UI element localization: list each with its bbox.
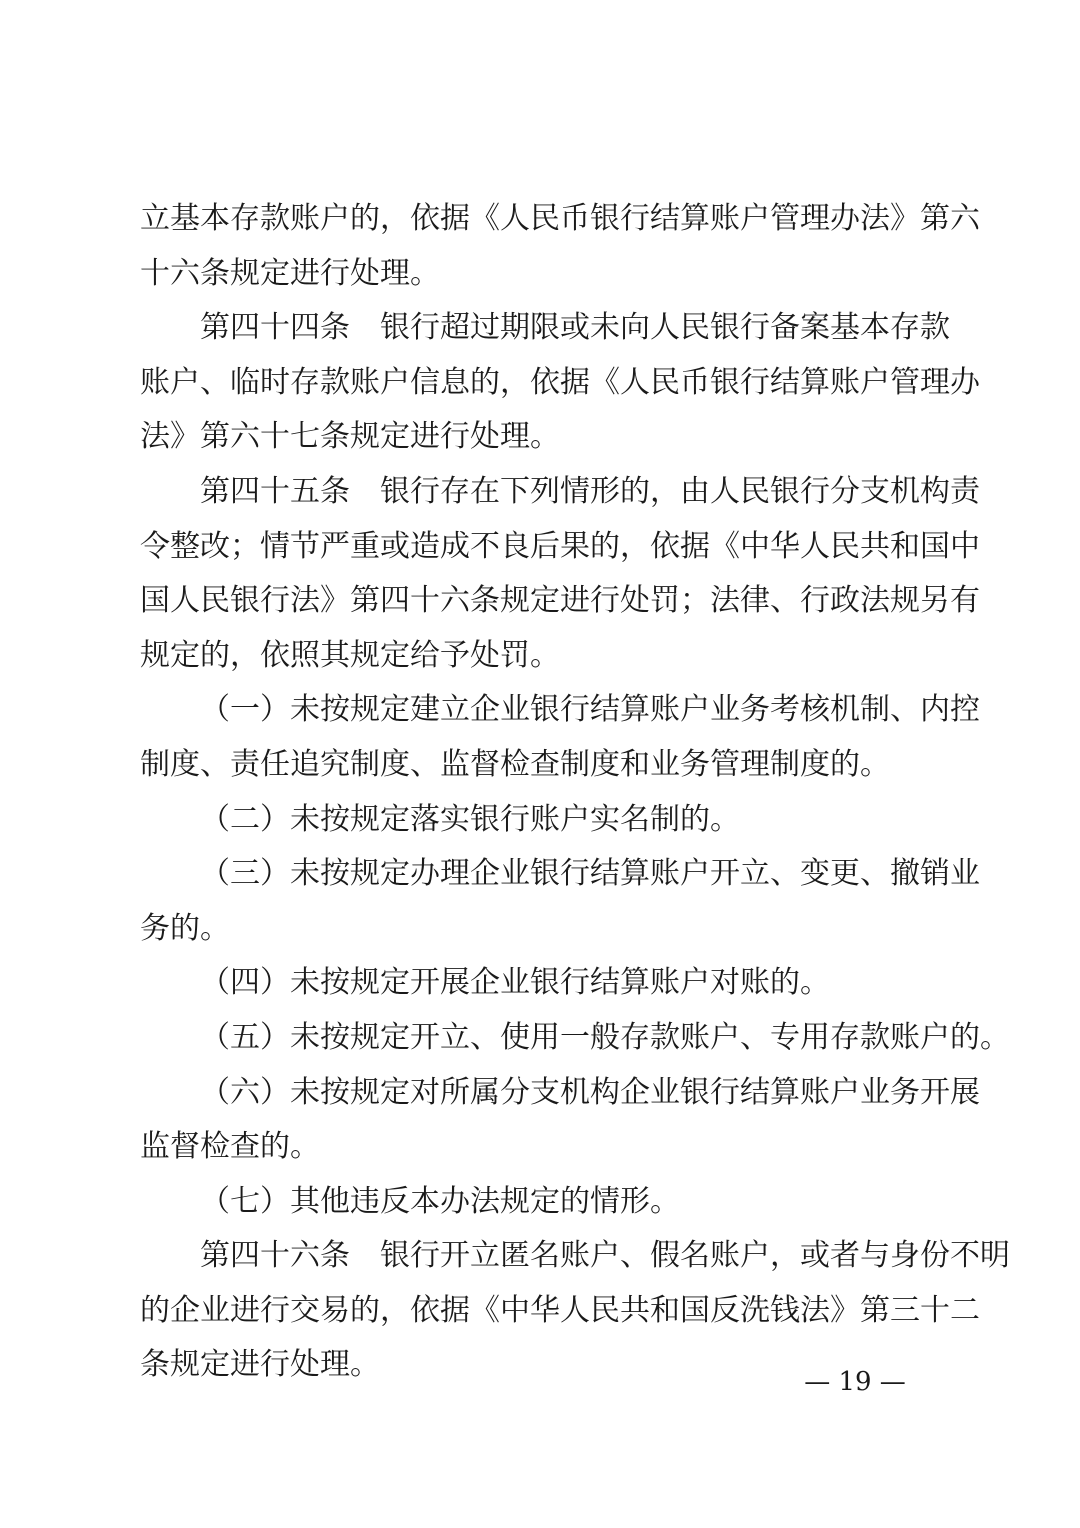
text-line: 令整改；情节严重或造成不良后果的，依据《中华人民共和国中 [140,528,980,564]
text-line: （二）未按规定落实银行账户实名制的。 [200,801,740,837]
text-line: 立基本存款账户的，依据《人民币银行结算账户管理办法》第六 [140,201,980,236]
text-line: （七）其他违反本办法规定的情形。 [200,1183,680,1219]
text-line: 监督检查的。 [140,1129,320,1165]
text-line: 第四十四条 银行超过期限或未向人民银行备案基本存款 [200,310,950,346]
text-line: （三）未按规定办理企业银行结算账户开立、变更、撤销业 [200,856,980,892]
text-line: 规定的，依照其规定给予处罚。 [140,637,560,673]
text-line: （一）未按规定建立企业银行结算账户业务考核机制、内控 [200,692,980,728]
document-body [140,192,1010,1393]
text-line: 账户、临时存款账户信息的，依据《人民币银行结算账户管理办 [140,364,980,400]
text-line: 条规定进行处理。 [140,1347,380,1383]
page-number: — 19 — [804,1367,906,1397]
text-line: 国人民银行法》第四十六条规定进行处罚；法律、行政法规另有 [140,583,980,619]
text-line: 十六条规定进行处理。 [140,255,440,291]
text-line: 务的。 [140,910,230,946]
text-line: （四）未按规定开展企业银行结算账户对账的。 [200,965,830,1001]
text-line: （六）未按规定对所属分支机构企业银行结算账户业务开展 [200,1074,980,1110]
text-line: 第四十六条 银行开立匿名账户、假名账户，或者与身份不明 [200,1238,1010,1274]
text-line: 法》第六十七条规定进行处理。 [140,419,560,455]
text-line: 制度、责任追究制度、监督检查制度和业务管理制度的。 [140,746,890,782]
text-line: （五）未按规定开立、使用一般存款账户、专用存款账户的。 [200,1019,1010,1055]
text-line: 第四十五条 银行存在下列情形的，由人民银行分支机构责 [200,473,980,509]
text-line: 的企业进行交易的，依据《中华人民共和国反洗钱法》第三十二 [140,1292,980,1328]
